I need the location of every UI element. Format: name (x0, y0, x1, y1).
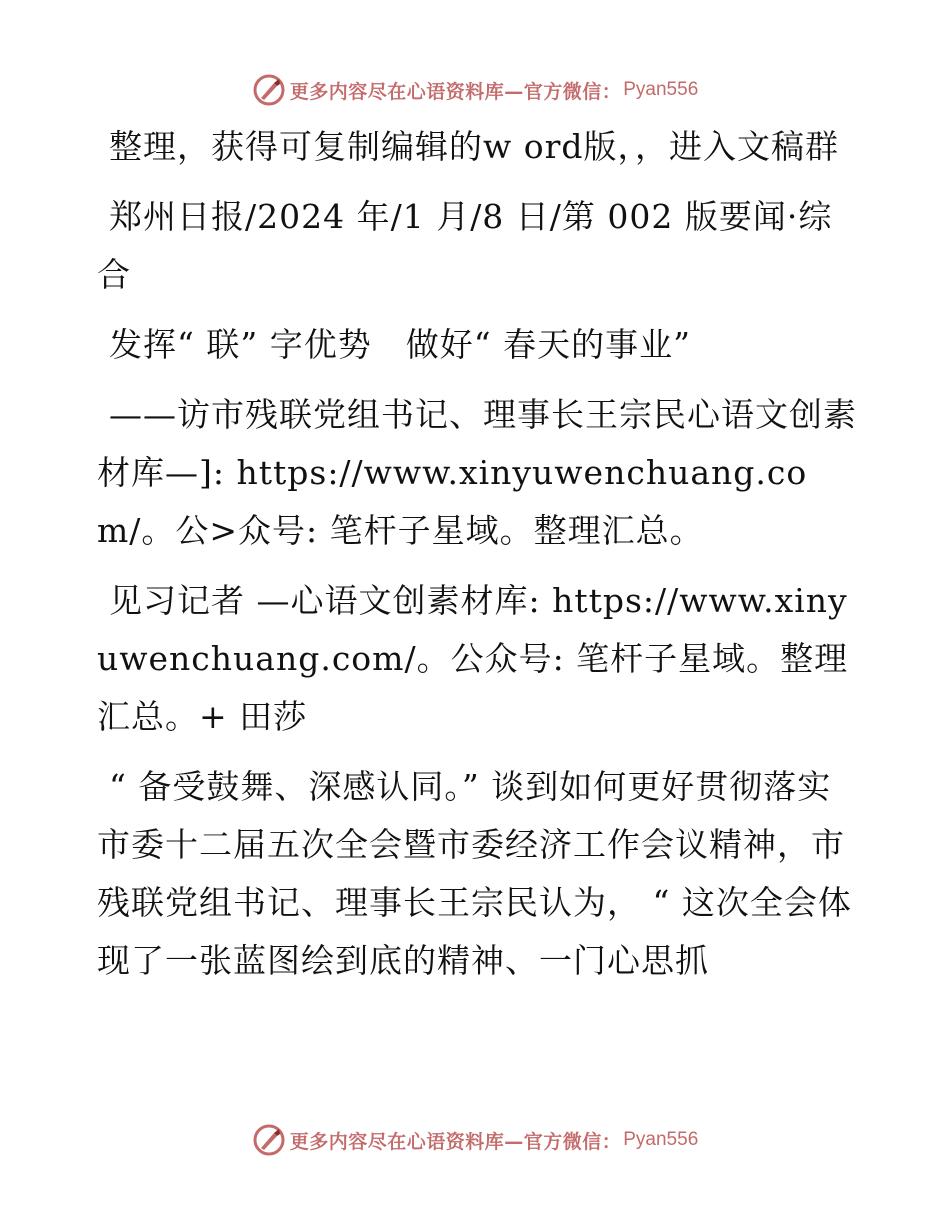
header-banner-text: 更多内容尽在心语资料库—官方微信： (289, 80, 622, 103)
footer-banner (0, 1120, 950, 1160)
pen-nib-logo-icon (252, 73, 286, 107)
article-subtitle: ——访市残联党组书记、理事长王宗民心语文创素材库—]: https://www.xinyuwenchuang.com/。公>众号: 笔杆子星域。整理汇总。 (97, 395, 857, 550)
paragraph-source: 郑州日报/2024 年/1 月/8 日/第 002 版要闻·综合 (97, 197, 833, 294)
footer-banner-text: 更多内容尽在心语资料库—官方微信： (289, 1130, 622, 1153)
article-title: 发挥“ 联” 字优势 做好“ 春天的事业” (109, 325, 691, 364)
body-paragraph: “ 备受鼓舞、深感认同。” 谈到如何更好贯彻落实市委十二届五次全会暨市委经济工作会议精神，市残联党组书记、理事长王宗民认为， “ 这次全会体现了一张蓝图绘到底的精神、一门心思抓 (97, 767, 852, 980)
document-body (97, 118, 857, 1002)
header-banner (0, 70, 950, 110)
reporter-line: 见习记者 —心语文创素材库: https://www.xinyuwenchuang.com/。公众号: 笔杆子星域。整理汇总。+ 田莎 (97, 581, 849, 736)
pen-nib-logo-icon (252, 1123, 286, 1157)
footer-banner-handle: Pyan556 (623, 1129, 699, 1150)
paragraph-intro: 整理，获得可复制编辑的w ord版，，进入文稿群 (109, 127, 840, 166)
header-banner-handle: Pyan556 (623, 79, 699, 100)
